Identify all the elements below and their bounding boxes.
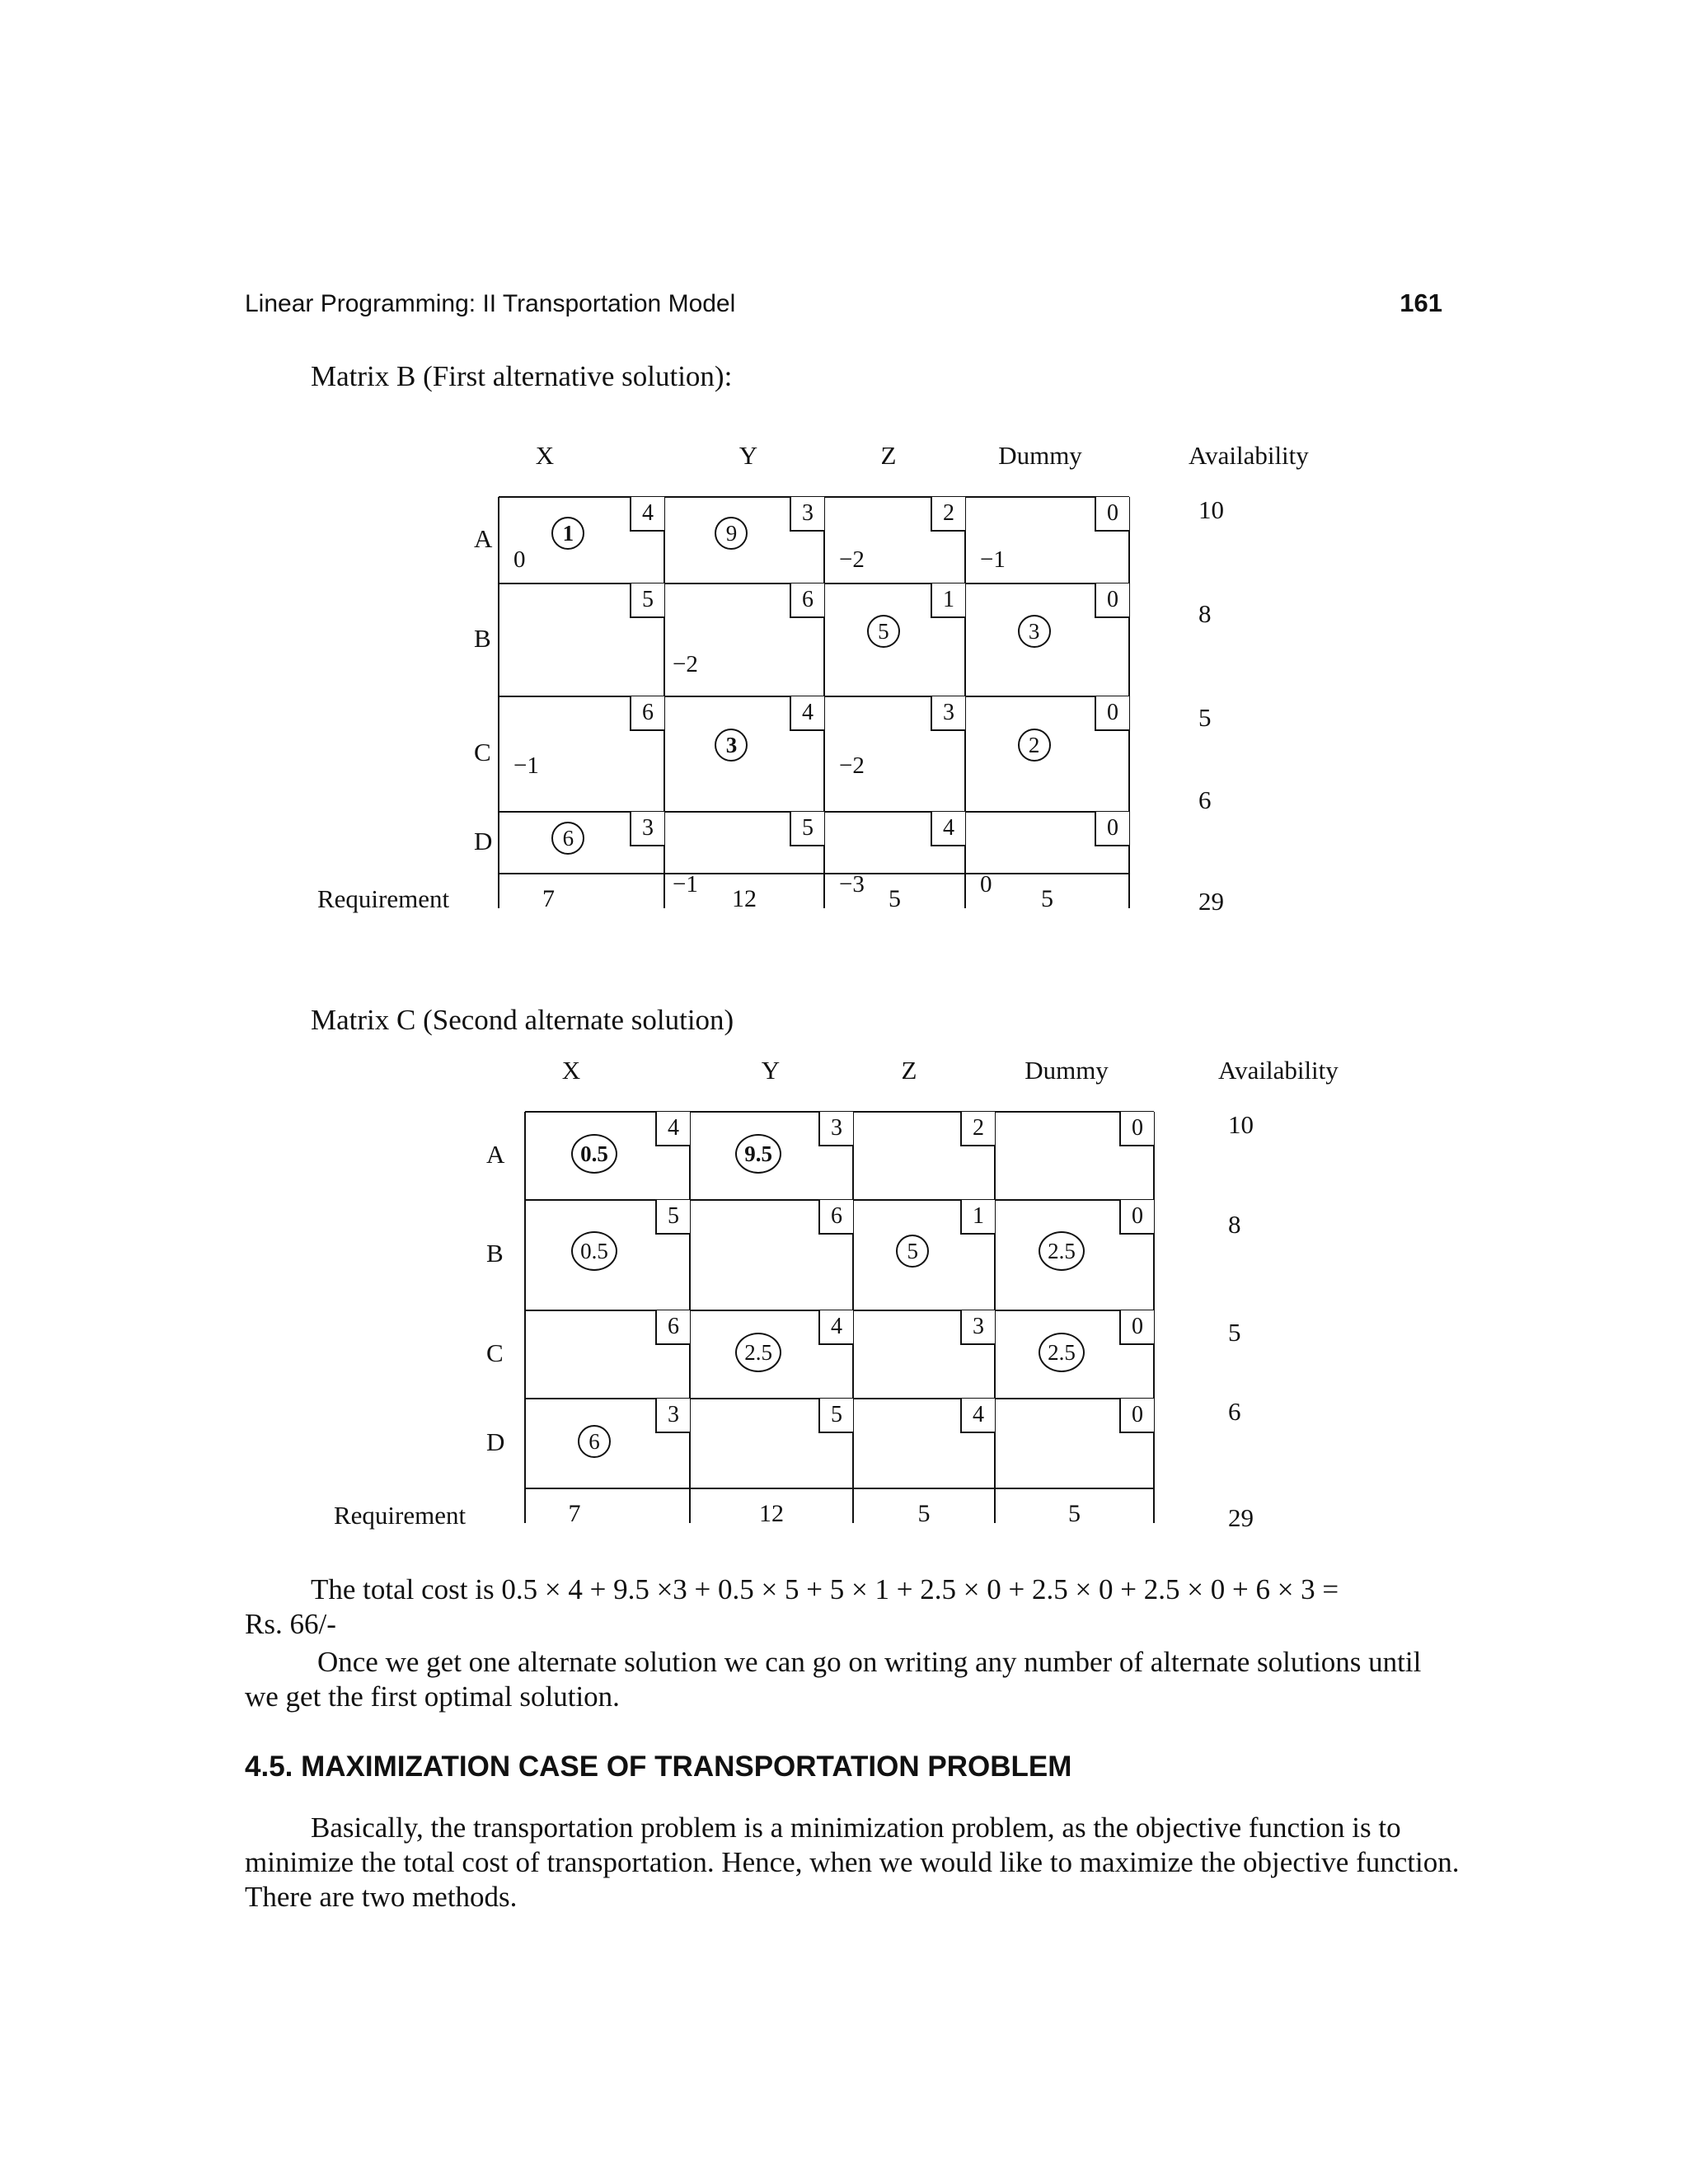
grid-line-horizontal [525,1488,1154,1489]
row-label-c: C [486,1338,504,1367]
availability-value: 8 [1198,599,1212,628]
requirement-value: 5 [1041,885,1053,912]
cost-box: 4 [931,812,965,846]
maximization-line-2: minimize the total cost of transportation. Hence, when we would like to maximize the objective function. [245,1846,1460,1878]
cost-box: 0 [1095,812,1129,846]
column-header-x: X [535,441,555,470]
cost-box: 0 [1119,1112,1154,1146]
requirement-value: 7 [542,885,555,912]
row-label-b: B [474,623,491,653]
cost-box: 1 [960,1200,995,1235]
row-label-b: B [486,1239,504,1268]
allocation-circle: 9.5 [735,1134,781,1174]
cost-box: 5 [790,812,824,846]
cost-box: 3 [818,1112,853,1146]
column-header-y: Y [738,441,758,470]
column-header-dummy: Dummy [1025,1056,1109,1085]
allocation-circle: 2.5 [1039,1231,1085,1271]
requirement-value: 7 [568,1500,581,1527]
cost-box: 4 [655,1112,690,1146]
cost-box: 3 [790,497,824,532]
allocation-circle: 6 [578,1425,611,1458]
delta-value: −2 [839,546,865,573]
section-heading: 4.5. MAXIMIZATION CASE OF TRANSPORTATION PROBLEM [245,1750,1072,1783]
availability-value: 5 [1198,703,1212,732]
cost-box: 3 [931,696,965,731]
total-cost-line-1: The total cost is 0.5 × 4 + 9.5 ×3 + 0.5 × 5 + 5 × 1 + 2.5 × 0 + 2.5 × 0 + 2.5 × 0 + 6 × 3 = [311,1573,1339,1605]
availability-value: 10 [1198,495,1224,524]
delta-value: −2 [673,651,698,677]
allocation-circle: 1 [551,517,584,550]
allocation-circle: 2.5 [735,1333,781,1372]
column-header-z: Z [901,1056,917,1085]
column-header-y: Y [761,1056,781,1085]
delta-value: −1 [673,871,698,898]
cost-box: 3 [630,812,664,846]
column-header-dummy: Dummy [998,441,1082,470]
requirement-value: 5 [889,885,901,912]
delta-value: −1 [980,546,1006,573]
alternate-solutions-line-1: Once we get one alternate solution we can go on writing any number of alternate solutions until [317,1646,1422,1678]
delta-value: −3 [839,871,865,898]
allocation-circle: 5 [867,615,900,648]
allocation-circle: 0.5 [571,1231,617,1271]
availability-header: Availability [1218,1056,1339,1085]
grid-line-horizontal [499,873,1129,874]
requirement-value: 12 [732,885,757,912]
allocation-circle: 2.5 [1039,1333,1085,1372]
allocation-circle: 9 [715,517,748,550]
column-header-z: Z [880,441,897,470]
allocation-circle: 3 [1018,615,1051,648]
availability-value: 6 [1198,785,1212,814]
requirement-value: 5 [917,1500,931,1527]
availability-value: 8 [1228,1210,1241,1239]
cost-box: 4 [960,1399,995,1433]
total-cost-line-2: Rs. 66/- [245,1608,336,1640]
cost-box: 0 [1095,583,1129,618]
requirement-label: Requirement [334,1501,467,1530]
requirement-label: Requirement [317,884,450,913]
delta-value: −1 [513,752,539,779]
grid-line-vertical [498,497,499,908]
cost-box: 0 [1095,497,1129,532]
row-label-d: D [474,826,493,855]
row-label-d: D [486,1427,505,1456]
availability-value: 6 [1228,1397,1241,1426]
cost-box: 4 [790,696,824,731]
cost-box: 5 [630,583,664,618]
row-label-a: A [486,1139,505,1169]
cost-box: 3 [655,1399,690,1433]
delta-value: 0 [980,871,992,898]
running-header-title: Linear Programming: II Transportation Model [245,290,736,317]
alternate-solutions-line-2: we get the first optimal solution. [245,1680,620,1713]
row-label-c: C [474,738,491,766]
cost-box: 4 [818,1310,853,1345]
cost-box: 0 [1119,1399,1154,1433]
allocation-circle: 3 [715,729,748,762]
cost-box: 4 [630,497,664,532]
row-label-a: A [474,523,493,553]
matrix-c-caption: Matrix C (Second alternate solution) [311,1004,734,1036]
allocation-circle: 5 [896,1235,929,1268]
delta-value: 0 [513,546,526,573]
requirement-value: 12 [759,1500,784,1527]
cost-box: 2 [960,1112,995,1146]
grid-line-vertical [524,1112,526,1523]
page-number: 161 [1400,288,1442,317]
maximization-line-3: There are two methods. [245,1881,518,1913]
availability-value: 5 [1228,1318,1241,1347]
delta-value: −2 [839,752,865,779]
cost-box: 6 [630,696,664,731]
cost-box: 5 [655,1200,690,1235]
allocation-circle: 0.5 [571,1134,617,1174]
total-value: 29 [1198,887,1224,916]
requirement-value: 5 [1068,1500,1081,1527]
cost-box: 5 [818,1399,853,1433]
matrix-b-caption: Matrix B (First alternative solution): [311,360,733,392]
cost-box: 0 [1095,696,1129,731]
availability-header: Availability [1189,441,1309,470]
allocation-circle: 2 [1018,729,1051,762]
cost-box: 2 [931,497,965,532]
cost-box: 6 [790,583,824,618]
availability-value: 10 [1228,1110,1254,1139]
column-header-x: X [561,1056,581,1085]
cost-box: 6 [818,1200,853,1235]
cost-box: 0 [1119,1200,1154,1235]
cost-box: 3 [960,1310,995,1345]
maximization-line-1: Basically, the transportation problem is a minimization problem, as the objective function is to [311,1811,1401,1844]
cost-box: 0 [1119,1310,1154,1345]
cost-box: 1 [931,583,965,618]
total-value: 29 [1228,1503,1254,1532]
cost-box: 6 [655,1310,690,1345]
allocation-circle: 6 [551,822,584,855]
